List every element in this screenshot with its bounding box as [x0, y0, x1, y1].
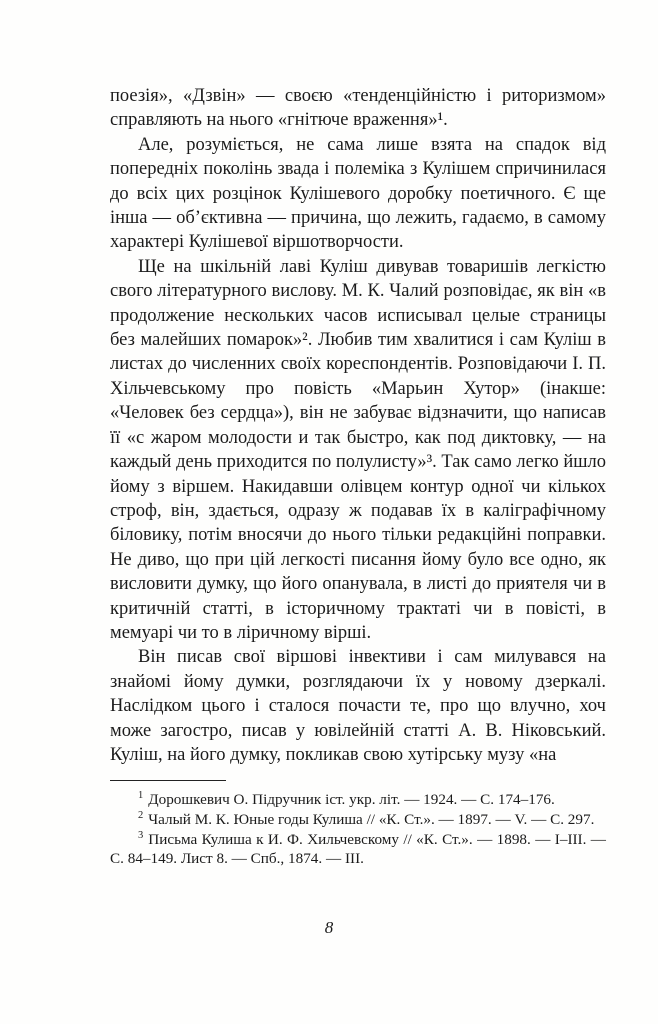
- footnote-text: Письма Кулиша к И. Ф. Хильчевскому // «К. Ст.». — 1898. — I–III. — С. 84–149. Лист 8. — Спб., 1874. — III.: [110, 830, 606, 868]
- paragraph: поезія», «Дзвін» — своєю «тенденційністю і риторизмом» справляють на нього «гнітюче враження»¹.: [110, 86, 606, 131]
- footnote-separator: [110, 780, 226, 781]
- footnote-marker: 1: [138, 790, 144, 802]
- footnote: [110, 790, 606, 810]
- footnote-text: Дорошкевич О. Підручник іст. укр. літ. — 1924. — С. 174–176.: [148, 791, 555, 809]
- paragraph: Він писав свої віршові інвективи і сам милувався на знайомі йому думки, розглядаючи їх у новому дзеркалі. Наслідком цього і сталося почасти те, про що влучно, хоч може загостро, писав у ювілейній статті А. В. Ніковський. Куліш, на його думку, покликав свою хутірську музу «на: [110, 647, 606, 765]
- footnote-marker: 2: [138, 809, 144, 821]
- page-number: 8: [324, 918, 334, 937]
- body-text: [110, 84, 606, 767]
- footnote-marker: 3: [138, 829, 144, 841]
- paragraph: Але, розуміється, не сама лише взята на спадок від попередніх поколінь звада і полеміка з Кулішем спричинилася до всіх цих розцінок Кулішевого доробку поетичного. Є ще інша — об’єктивна — причина, що лежить, гадаємо, в самому характері Кулішевої віршотворчости.: [110, 134, 606, 253]
- footnotes: [110, 790, 606, 868]
- footnote: [110, 830, 606, 869]
- paragraph: Ще на шкільній лаві Куліш дивував товаришів легкістю свого літературного вислову. М. К. Чалий розповідає, як він «в продолжение нескольких часов исписывал целые страницы без малейших помарок»². Любив тим хвалитися і сам Куліш в листах до численних своїх кореспондентів. Розповідаючи І. П. Хільчевському про повість «Марьин Хутор» (інакше: «Человек без сердца»), він не забуває відзначити, що написав її «с жаром молодости и так быстро, как под диктовку, — на каждый день приходится по полулисту»³. Так само легко йшло йому з віршем. Накидавши олівцем контур одної чи кількох строф, він, здається, одразу ж подавав їх в каліграфічному біловику, потім вносячи до нього тільки редакційні поправки. Не диво, що при цій легкості писання йому було все одно, як висловити думку, що його опанувала, в листі до приятеля чи в критичній статті, в історичному трактаті чи в повісті, в мемуарі чи то в ліричному вірші.: [110, 256, 606, 643]
- footnote: [110, 810, 606, 830]
- footnote-text: Чалый М. К. Юные годы Кулиша // «К. Ст.». — 1897. — V. — С. 297.: [148, 810, 595, 828]
